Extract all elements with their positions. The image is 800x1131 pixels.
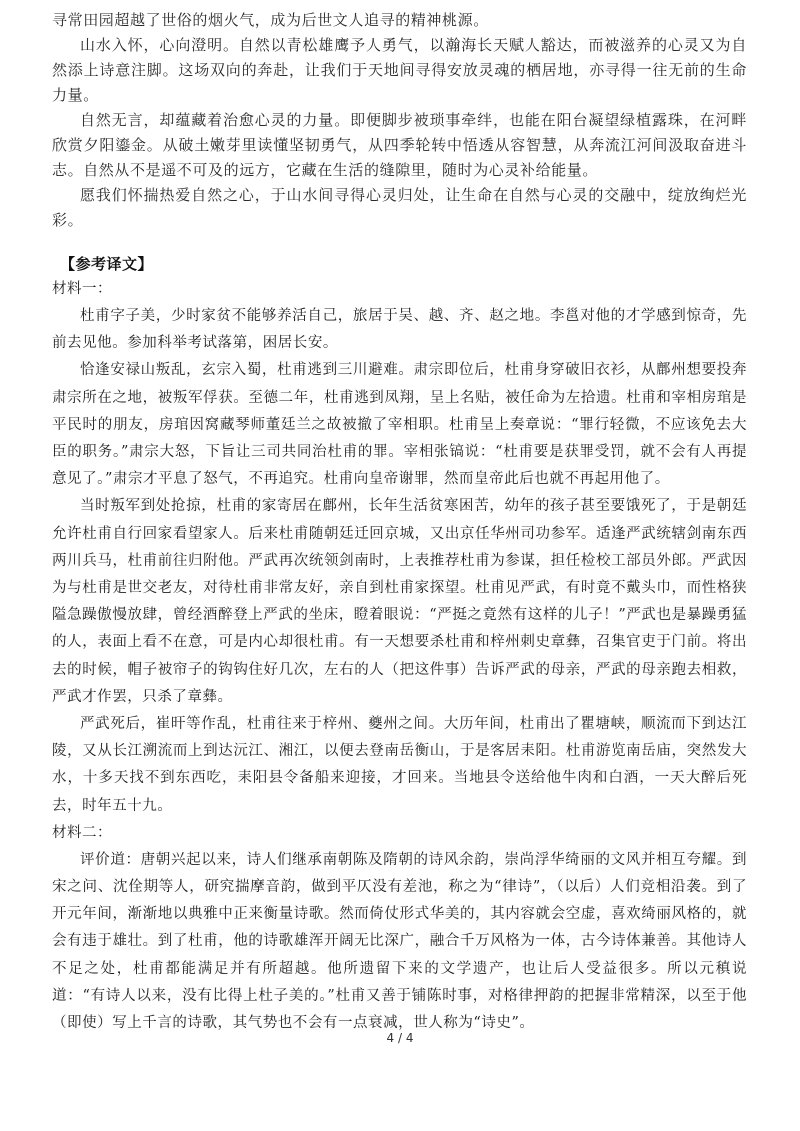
translation-paragraph: 杜甫字子美，少时家贫不能够养活自己，旅居于吴、越、齐、赵之地。李邕对他的才学感到惊奇，先前去见他。参加科举考试落第，困居长安。 xyxy=(52,308,747,352)
translation-paragraph: 评价道：唐朝兴起以来，诗人们继承南朝陈及隋朝的诗风余韵，崇尚浮华绮丽的文风并相互夸耀。到宋之问、沈佺期等人，研究揣摩音韵，做到平仄没有差池，称之为“律诗”，（以后）人们竞相沿袭。到了开元年间，渐渐地以典雅中正来衡量诗歌。然而倚仗形式华美的，其内容就会空虚，喜欢绮丽风格的，就会有违于雄壮。到了杜甫，他的诗歌雄浑开阔无比深广，融合千万风格为一体，古今诗体兼善。其他诗人不足之处，杜甫都能满足并有所超越。他所遗留下来的文学遗产，也让后人受益很多。所以元稹说道：“有诗人以来，没有比得上杜子美的。”杜甫又善于铺陈时事，对格律押韵的把握非常精深，以至于他（即使）写上千言的诗歌，其气势也不会有一点衰减，世人称为“诗史”。 xyxy=(52,851,747,1032)
essay-paragraph: 愿我们怀揣热爱自然之心，于山水间寻得心灵归处，让生命在自然与心灵的交融中，绽放绚烂光彩。 xyxy=(52,186,747,229)
reference-translation-heading: 【参考译文】 xyxy=(60,255,154,273)
essay-paragraph: 山水入怀，心向澄明。自然以青松雄鹰予人勇气，以瀚海长天赋人豁达，而被滋养的心灵又为自然添上诗意注脚。这场双向的奔赴，让我们于天地间寻得安放灵魂的栖居地，亦寻得一往无前的生命力量。 xyxy=(52,36,747,104)
material-two-section xyxy=(52,820,747,1037)
material-one-label: 材料一： xyxy=(52,281,112,297)
material-two-label: 材料二： xyxy=(52,824,112,841)
page-number: 4 / 4 xyxy=(386,1031,414,1045)
translation-paragraph: 当时叛军到处抢掠，杜甫的家寄居在鄜州，长年生活贫寒困苦，幼年的孩子甚至要饿死了，于是朝廷允许杜甫自行回家看望家人。后来杜甫随朝廷迁回京城，又出京任华州司功参军。适逢严武统辖剑南东西两川兵马，杜甫前往归附他。严武再次统领剑南时，上表推荐杜甫为参谋，担任检校工部员外郎。严武因为与杜甫是世交老友，对待杜甫非常友好，亲自到杜甫家探望。杜甫见严武，有时竟不戴头巾，而性格狭隘急躁傲慢放肆，曾经酒醉登上严武的坐床，瞪着眼说：“严挺之竟然有这样的儿子！”严武也是暴躁勇猛的人，表面上看不在意，可是内心却很杜甫。有一天想要杀杜甫和梓州刺史章彝，召集官吏于门前。将出去的时候，帽子被帘子的钩钩住好几次，左右的人（把这件事）告诉严武的母亲，严武的母亲跑去相救，严武才作罢，只杀了章彝。 xyxy=(52,498,747,705)
essay-paragraph: 寻常田园超越了世俗的烟火气，成为后世文人追寻的精神桃源。 xyxy=(52,11,489,29)
translation-paragraph: 恰逢安禄山叛乱，玄宗入蜀，杜甫逃到三川避难。肃宗即位后，杜甫身穿破旧衣衫，从鄜州想要投奔肃宗所在之地，被叛军俘获。至德二年，杜甫逃到凤翔，呈上名贴，被任命为左拾遗。杜甫和宰相房琯是平民时的朋友，房琯因窝藏琴师董廷兰之故被撤了宰相职。杜甫呈上奏章说：“罪行轻微，不应该免去大臣的职务。”肃宗大怒，下旨让三司共同治杜甫的罪。宰相张镐说：“杜甫要是获罪受罚，就不会有人再提意见了。”肃宗才平息了怒气，不再追究。杜甫向皇帝谢罪，然而皇帝此后也就不再起用他了。 xyxy=(52,362,747,488)
page-content xyxy=(52,8,747,1037)
essay-section xyxy=(52,8,747,233)
essay-paragraph: 自然无言，却蕴藏着治愈心灵的力量。即便脚步被琐事牵绊，也能在阳台凝望绿植露珠，在河畔欣赏夕阳鎏金。从破土嫩芽里读懂坚韧勇气，从四季轮转中悟透从容智慧，从奔流江河间汲取奋进斗志。自然从不是遥不可及的远方，它藏在生活的缝隙里，随时为心灵补给能量。 xyxy=(52,111,747,179)
material-one-section xyxy=(52,276,747,820)
translation-paragraph: 严武死后，崔旰等作乱，杜甫往来于梓州、夔州之间。大历年间，杜甫出了瞿塘峡，顺流而下到达江陵，又从长江溯流而上到达沅江、湘江，以便去登南岳衡山，于是客居耒阳。杜甫游览南岳庙，突然发大水，十多天找不到东西吃，耒阳县令备船来迎接，才回来。当地县令送给他牛肉和白酒，一天大醉后死去，时年五十九。 xyxy=(52,716,747,814)
